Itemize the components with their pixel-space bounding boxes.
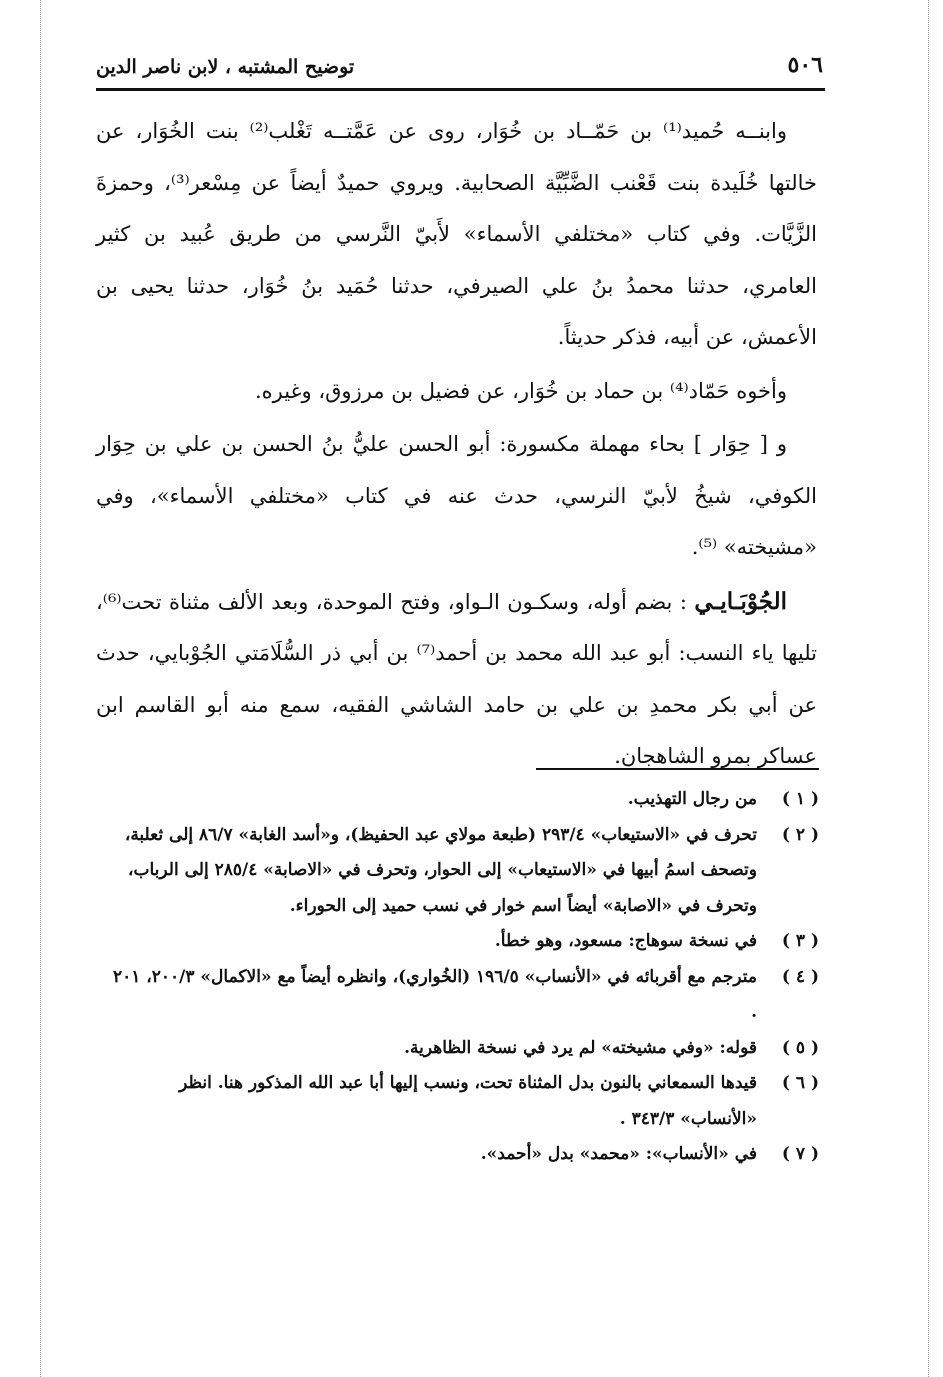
- footnote: [108, 1066, 819, 1137]
- header-rule: [96, 88, 825, 91]
- footnote: [108, 1031, 819, 1067]
- paragraph-humaid: وابنــه حُميد⁽¹⁾ بن حَمّــاد بن خُوَار، روى عن عَمَّتــه تَغْلب⁽²⁾ بنت الخُوَار، عن خالتها خُلَيدة بنت قَعْنب الضَّبِّيَّة الصحابية. ويروي حميدٌ أيضاً عن مِسْعر⁽³⁾، وحمزةَ الزَّيَّات. وفي كتاب «مختلفي الأسماء» لأَبيّ النَّرسي من طريق عُبيد بن كثير العامري، حدثنا محمدُ بنُ علي الصيرفي، حدثنا حُمَيد بنُ خُوَار، حدثنا يحيى بن الأعمش، عن أبيه، فذكر حديثاً.: [96, 119, 817, 349]
- footnote-text: في نسخة سوهاج: مسعود، وهو خطأ.: [494, 931, 757, 951]
- footnote-number: ( ٤ ): [781, 966, 819, 987]
- paragraph-hiwar: و [ حِوَار ] بحاء مهملة مكسورة: أبو الحسن عليُّ بنُ الحسن بن علي بن حِوَار الكوفي، شيخُ لأبيّ النرسي، حدث عنه في كتاب «مختلفي الأسماء»، وفي «مشيخته» ⁽⁵⁾.: [96, 432, 817, 559]
- main-text: [96, 106, 817, 783]
- footnote: [108, 960, 819, 1031]
- footnote-text: قيدها السمعاني بالنون بدل المثناة تحت، ونسب إليها أبا عبد الله المذكور هنا. انظر «الأنساب» ٣٤٣/٣ .: [179, 1073, 757, 1129]
- running-title: توضيح المشتبه ، لابن ناصر الدين: [96, 56, 355, 78]
- footnote-text: في «الأنساب»: «محمد» بدل «أحمد».: [480, 1144, 757, 1164]
- footnote: [108, 782, 819, 818]
- footnote-number: ( ٧ ): [781, 1144, 819, 1164]
- footnote-number: ( ٥ ): [781, 1037, 819, 1058]
- footnote-number: ( ٦ ): [781, 1073, 819, 1093]
- paragraph-jawbayi: [96, 576, 817, 783]
- footnote: [108, 818, 819, 925]
- footnote-text: قوله: «وفي مشيخته» لم يرد في نسخة الظاهرية.: [404, 1037, 757, 1058]
- footnote-number: ( ٣ ): [781, 931, 819, 951]
- scan-edge-right: [928, 0, 929, 1377]
- footnote: [108, 924, 819, 960]
- footnote-text: من رجال التهذيب.: [627, 789, 757, 809]
- footnote-rule: [536, 768, 819, 770]
- footnote: [108, 1137, 819, 1173]
- footnote-text: مترجم مع أقربائه في «الأنساب» ١٩٦/٥ (الخُواري)، وانظره أيضاً مع «الاكمال» ٢٠٠/٣، ٢٠١ .: [112, 966, 757, 1022]
- footnotes: [108, 782, 819, 1173]
- entry-text: : بضم أوله، وسكـون الـواو، وفتح الموحدة، وبعد الألف مثناة تحت⁽⁶⁾، تليها ياء النسب: أبو عبد الله محمد بن أحمد⁽⁷⁾ بن أبي ذر السُّلَامَتي الجُوْبايي، حدث عن أبي بكر محمدِ بن علي بن حامد الشاشي الفقيه، سمع منه أبو القاسم ابن عساكر بمرو الشاهجان.: [96, 589, 817, 768]
- entry-heading: الجُوْبَـايـي: [694, 587, 787, 615]
- footnote-number: ( ٢ ): [781, 824, 819, 845]
- footnote-text: تحرف في «الاستيعاب» ٢٩٣/٤ (طبعة مولاي عبد الحفيظ)، و«أسد الغابة» ٨٦/٧ إلى ثعلبة، وتصحف اسمُ أبيها في «الاستيعاب» إلى الحوار، وتحرف في «الاصابة» ٢٨٥/٤ إلى الرباب، وتحرف في «الاصابة» أيضاً اسم خوار في نسب حميد إلى الحوراء.: [124, 824, 757, 916]
- running-header: [96, 34, 823, 84]
- paragraph-hammad: وأخوه حَمّاد⁽⁴⁾ بن حماد بن خُوَار، عن فضيل بن مرزوق، وغيره.: [254, 378, 787, 403]
- page-number: ٥٠٦: [787, 52, 823, 78]
- scan-edge-left: [40, 0, 41, 1377]
- footnote-number: ( ١ ): [781, 789, 819, 809]
